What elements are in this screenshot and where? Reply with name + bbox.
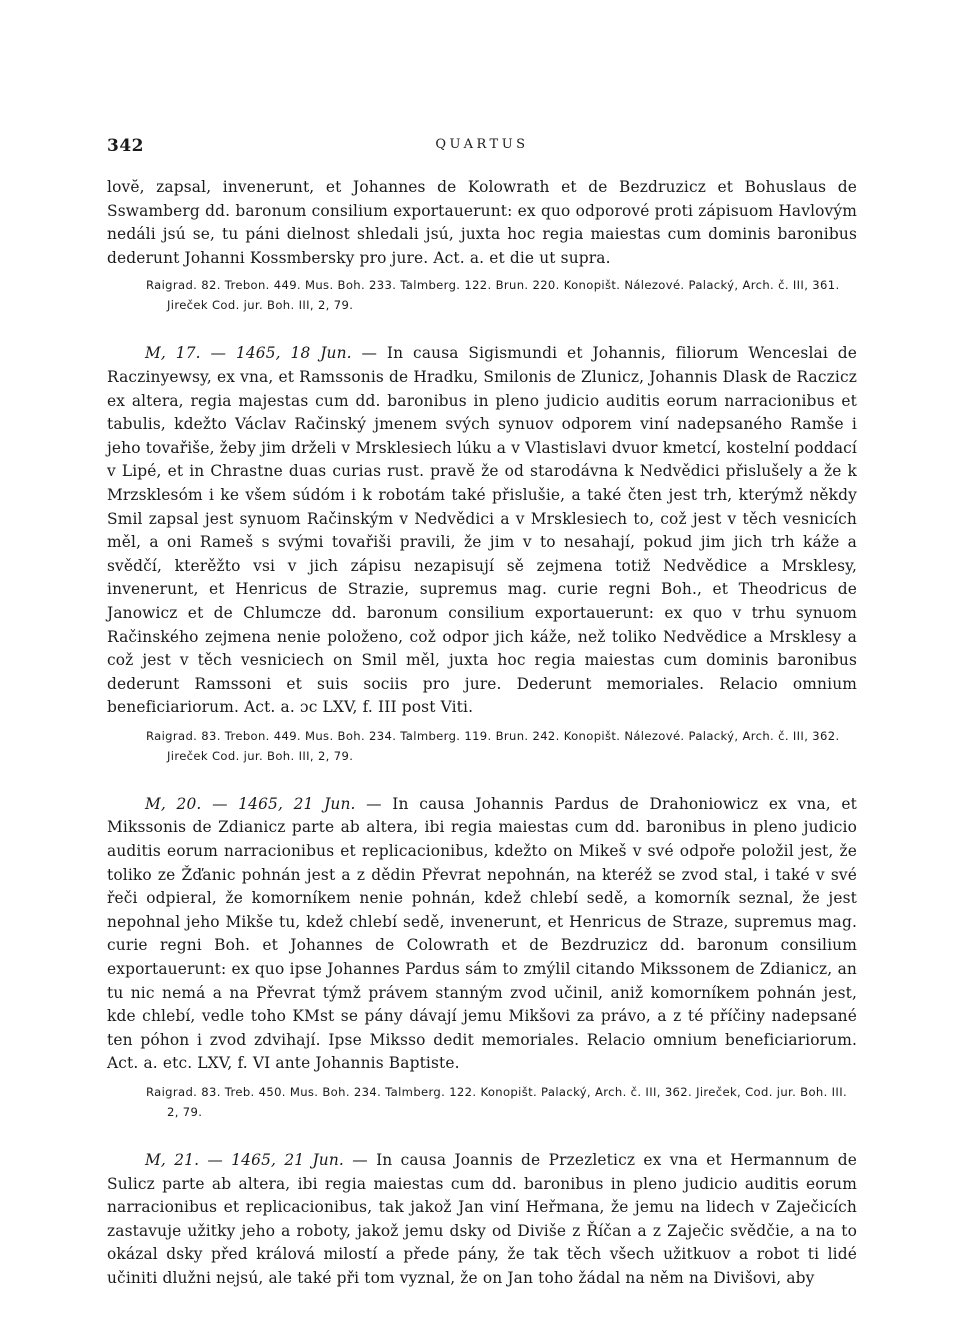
page-number: 342 — [107, 136, 144, 156]
intro-paragraph: lovĕ, zapsal, invenerunt, et Johannes de Kolowrath et de Bezdruzicz et Bohuslaus de Sswamberg dd. baronum consilium exportauerunt: ex quo odporové proti zápisuom Havlovým nedáli jsú se, tu páni dielnost shledali jsú, juxta hoc regia maiestas cum dominis baronibus dederunt Johanni Kossmbersky pro jure. Act. a. et die ut supra. — [107, 178, 857, 267]
entry-paragraph — [107, 793, 857, 1076]
entry-m21 — [107, 1149, 857, 1291]
entry-heading: M, 20. — 1465, 21 Jun. — [145, 794, 356, 813]
entry-paragraph — [107, 342, 857, 720]
running-title: QUARTUS — [435, 137, 529, 152]
page-content — [107, 176, 857, 1291]
entry-m17 — [107, 342, 857, 766]
entry-text: — In causa Johannis Pardus de Drahoniowicz ex vna, et Mikssonis de Zdianicz parte ab altera, ibi regia maiestas cum dd. baronibus in pleno judicio auditis eorum narracionibus et replicacionibus, kdežto on Mikeš v své odpoře položil jest, že toliko ze Žďanic pohnán jest a z dědin Převrat nepohnán, na kteréž se zvod stal, i také v své řeči odpieral, že komorníkem nenie pohnán, kdež chlebí sedě, a komorník seznal, že jest nepohnal jeho Mikše tu, kdež chlebí sedě, invenerunt, et Henricus de Straze, supremus mag. curie regni Boh. et Johannes de Colowrath et de Bezdruzicz dd. baronum consilium exportauerunt: ex quo ipse Johannes Pardus sám to zmýlil citando Mikssonem de Zdianicz, an tu nic nemá a na Převrat týmž právem stanným zvod učinil, aniž komorníkem pohnán jest, kde chlebí, vedle toho KMst se pány dávají jemu Mikšovi za právo, a z té příčiny nadepsané ten póhon i zvod zdvihají. Ipse Miksso dedit memoriales. Relacio omnium beneficiariorum. Act. a. etc. LXV, f. VI ante Johannis Baptiste. — [107, 794, 858, 1073]
entry-references: Raigrad. 83. Trebon. 449. Mus. Boh. 234. Talmberg. 119. Brun. 242. Konopišt. Nálezové. Palacký, Arch. č. III, 362. Jireček Cod. jur. Boh. III, 2, 79. — [146, 728, 840, 763]
entry-references: Raigrad. 83. Treb. 450. Mus. Boh. 234. Talmberg. 122. Konopišt. Palacký, Arch. č. III, 362. Jireček, Cod. jur. Boh. III. 2, 79. — [146, 1085, 848, 1119]
entry-text: — In causa Joannis de Przezleticz ex vna et Hermannum de Sulicz parte ab altera, ibi regia maiestas cum dd. baronibus in pleno judicio auditis eorum narracionibus et replicacionibus, tak jakož Jan viní Heřmana, že jemu na lidech v Zaječicích zastavuje užitky jeho a roboty, jakož jemu dsky od Diviše z Říčan a z Zaječic svědčie, a na to okázal dsky před králová milostí a přede pány, že tak těch všech užitkuov a robot ti lidé učiniti dlužni nejsú, ale také při tom vyznal, že on Jan toho žádal na něm na Divišovi, aby — [107, 1151, 858, 1287]
page-header — [107, 136, 857, 158]
entry-paragraph — [107, 1149, 857, 1291]
entry-heading: M, 21. — 1465, 21 Jun. — [145, 1151, 344, 1169]
entry-m20 — [107, 793, 857, 1122]
entry-text: — In causa Sigismundi et Johannis, filiorum Wenceslai de Raczinyewsy, ex vna, et Ramssonis de Hradku, Smilonis de Zlunicz, Johannis Dlask de Raczicz ex altera, regia majestas cum dd. baronibus in pleno judicio auditis eorum narracionibus et tabulis, kdežto Václav Račinský jmenem svých synuov odporem viní nadepsaného Ramše i jeho tovařiše, žeby jim drželi v Mrsklesiech lúku a v Vlastislavi dvuor kmetcí, kostelní poddací v Lipé, et in Chrastne duas curias rust. pravě že od starodávna k Nedvědici přislušely a že k Mrzsklesóm i ke všem súdóm i k robotám také přislušie, a také čten jest trh, kterýmž někdy Smil zapsal jest synuom Račinským v Nedvědici a v Mrsklesiech to, což jest v těch vesnicích měl, a oni Rameš s svými tovařiši pravili, že jim v to nesahají, pokud jim jich trh káže a svědčí, kterěžto vsi v jich zápisu nezapisují sě zejmena totiž Nedvědice a Mrsklesy, invenerunt, et Henricus de Strazie, supremus mag. curie regni Boh., et Theodricus de Janowicz et de Chlumcze dd. baronum consilium exportauerunt: ex quo v trhu synuom Račinského zejmena nenie položeno, což odpor jich káže, než toliko Nedvědice a Mrsklesy a což jest v těch vesniciech on Smil měl, juxta hoc regia maiestas cum dominis baronibus dederunt Ramssoni et suis sociis pro jure. Dederunt memoriales. Relacio omnium beneficiariorum. Act. a. ɔc LXV, f. III post Viti. — [107, 344, 857, 717]
intro-references: Raigrad. 82. Trebon. 449. Mus. Boh. 233. Talmberg. 122. Brun. 220. Konopišt. Nálezové. Palacký, Arch. č. III, 361. Jireček Cod. jur. Boh. III, 2, 79. — [146, 278, 840, 313]
intro-paragraph-block — [107, 176, 857, 315]
entry-heading: M, 17. — 1465, 18 Jun. — [145, 344, 352, 363]
